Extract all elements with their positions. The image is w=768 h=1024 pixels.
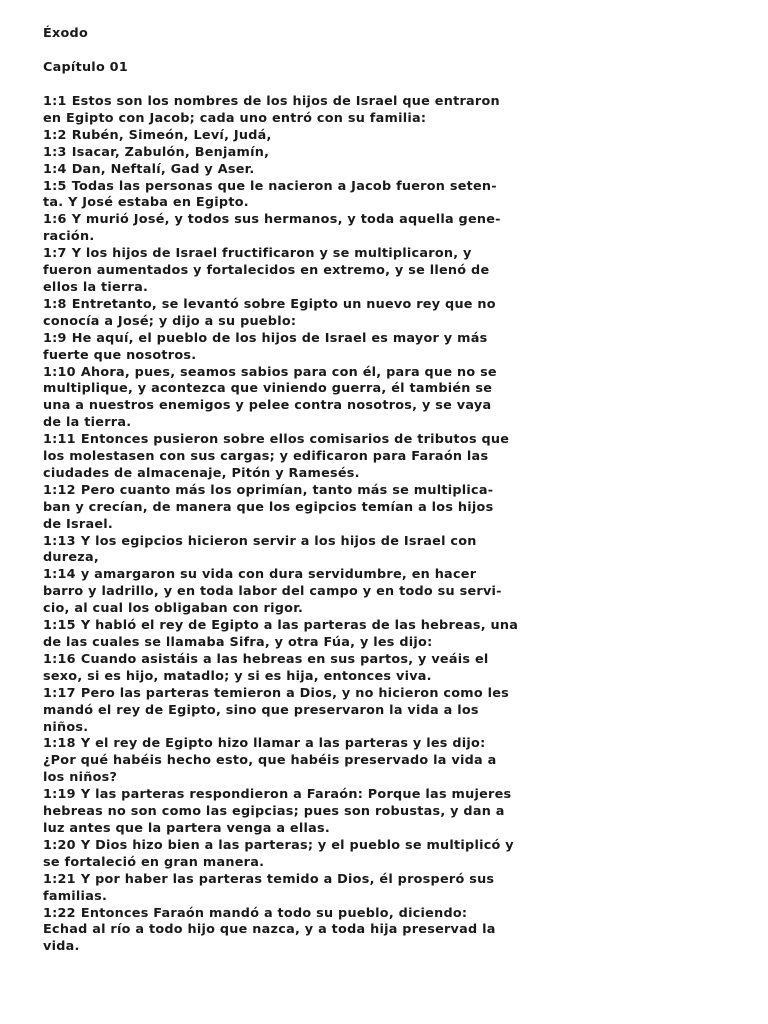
verse-text: Pero cuanto más los oprimían, tanto más se multiplica- <box>80 482 494 498</box>
verse-line <box>43 906 723 923</box>
verse-line <box>43 686 723 703</box>
verse-number: 1:3 <box>43 144 67 160</box>
verse-text: Y Dios hizo bien a las parteras; y el pueblo se multiplicó y <box>80 837 514 853</box>
verse-text: Y habló el rey de Egipto a las parteras de las hebreas, una <box>80 618 519 634</box>
verse-line <box>43 534 723 551</box>
verse-text: Isacar, Zabulón, Benjamín, <box>71 144 270 160</box>
verse-line-continuation <box>43 821 723 838</box>
verse-line-continuation <box>43 584 723 601</box>
verse-text: Y por haber las parteras temido a Dios, él prosperó sus <box>80 871 495 887</box>
verse-number: 1:6 <box>43 212 67 228</box>
verse-line-continuation <box>43 669 723 686</box>
verse-number: 1:11 <box>43 432 76 448</box>
verse-text: Pero las parteras temieron a Dios, y no hicieron como les <box>80 685 510 701</box>
verse-text: Dan, Neftalí, Gad y Aser. <box>71 161 255 177</box>
verse-text: Y los hijos de Israel fructificaron y se multiplicaron, y <box>71 246 472 262</box>
verse-line <box>43 246 723 263</box>
verse-line <box>43 94 723 111</box>
verse-line <box>43 787 723 804</box>
verse-text: Rubén, Simeón, Leví, Judá, <box>71 127 272 143</box>
verse-line-continuation <box>43 517 723 534</box>
verse-line-continuation <box>43 635 723 652</box>
verse-text: ellos la tierra. <box>43 279 149 295</box>
verse-line <box>43 212 723 229</box>
verse-number: 1:18 <box>43 736 76 752</box>
chapter-heading: Capítulo 01 <box>43 60 128 75</box>
verse-line <box>43 297 723 314</box>
verse-number: 1:2 <box>43 127 67 143</box>
verse-text: una a nuestros enemigos y pelee contra nosotros, y se vaya <box>43 398 492 414</box>
verse-number: 1:19 <box>43 787 76 803</box>
verse-text: en Egipto con Jacob; cada uno entró con su familia: <box>43 110 427 126</box>
verse-line-continuation <box>43 398 723 415</box>
verse-line <box>43 365 723 382</box>
verse-text: fueron aumentados y fortalecidos en extremo, y se llenó de <box>43 263 490 279</box>
verse-text: mandó el rey de Egipto, sino que preservaron la vida a los <box>43 702 479 718</box>
verse-number: 1:5 <box>43 178 67 194</box>
verse-text: He aquí, el pueblo de los hijos de Israel es mayor y más <box>71 330 488 346</box>
verse-number: 1:16 <box>43 651 76 667</box>
verse-line-continuation <box>43 263 723 280</box>
verse-list <box>43 94 723 956</box>
verse-text: y amargaron su vida con dura servidumbre, en hacer <box>80 567 477 583</box>
verse-line-continuation <box>43 601 723 618</box>
verse-line-continuation <box>43 500 723 517</box>
verse-line <box>43 618 723 635</box>
verse-text: los niños? <box>43 770 118 786</box>
verse-line <box>43 567 723 584</box>
verse-line <box>43 736 723 753</box>
verse-text: Y murió José, y todos sus hermanos, y toda aquella gene- <box>71 212 501 228</box>
verse-number: 1:12 <box>43 482 76 498</box>
verse-text: Y los egipcios hicieron servir a los hijos de Israel con <box>80 533 477 549</box>
verse-text: Y el rey de Egipto hizo llamar a las parteras y les dijo: <box>80 736 486 752</box>
verse-text: vida. <box>43 939 80 955</box>
verse-line-continuation <box>43 889 723 906</box>
verse-text: de Israel. <box>43 516 114 532</box>
verse-text: de las cuales se llamaba Sifra, y otra Fúa, y les dijo: <box>43 635 433 650</box>
verse-text: Echad al río a todo hijo que nazca, y a toda hija preservad la <box>43 922 496 938</box>
verse-text: luz antes que la partera venga a ellas. <box>43 820 330 836</box>
verse-text: se fortaleció en gran manera. <box>43 854 265 870</box>
verse-text: de la tierra. <box>43 415 132 431</box>
verse-text: Ahora, pues, seamos sabios para con él, para que no se <box>80 364 497 380</box>
verse-text: dureza, <box>43 550 99 566</box>
verse-number: 1:8 <box>43 296 67 312</box>
document-page <box>43 26 723 956</box>
verse-line-continuation <box>43 449 723 466</box>
verse-line-continuation <box>43 939 723 956</box>
verse-line <box>43 483 723 500</box>
verse-line-continuation <box>43 280 723 297</box>
verse-line <box>43 162 723 179</box>
verse-text: Cuando asistáis a las hebreas en sus partos, y veáis el <box>80 651 489 667</box>
verse-line <box>43 128 723 145</box>
verse-number: 1:4 <box>43 161 67 177</box>
verse-line <box>43 432 723 449</box>
verse-text: conocía a José; y dijo a su pueblo: <box>43 313 297 329</box>
verse-number: 1:21 <box>43 871 76 887</box>
verse-number: 1:20 <box>43 837 76 853</box>
verse-number: 1:14 <box>43 567 76 583</box>
verse-line-continuation <box>43 753 723 770</box>
verse-line-continuation <box>43 229 723 246</box>
verse-line <box>43 652 723 669</box>
verse-text: sexo, si es hijo, matadlo; y si es hija, entonces viva. <box>43 668 432 684</box>
verse-text: ta. Y José estaba en Egipto. <box>43 195 249 211</box>
verse-text: barro y ladrillo, y en toda labor del campo y en todo su servi- <box>43 584 502 600</box>
verse-number: 1:17 <box>43 685 76 701</box>
verse-line-continuation <box>43 770 723 787</box>
verse-line-continuation <box>43 381 723 398</box>
verse-text: los molestasen con sus cargas; y edificaron para Faraón las <box>43 449 489 465</box>
verse-text: Entretanto, se levantó sobre Egipto un nuevo rey que no <box>71 296 496 312</box>
verse-line-continuation <box>43 720 723 737</box>
verse-number: 1:1 <box>43 94 67 109</box>
verse-line <box>43 179 723 196</box>
verse-line-continuation <box>43 550 723 567</box>
verse-number: 1:9 <box>43 330 67 346</box>
verse-text: ban y crecían, de manera que los egipcios temían a los hijos <box>43 499 494 515</box>
verse-line <box>43 331 723 348</box>
verse-text: fuerte que nosotros. <box>43 347 197 363</box>
verse-number: 1:7 <box>43 246 67 262</box>
verse-line-continuation <box>43 415 723 432</box>
verse-text: Entonces pusieron sobre ellos comisarios de tributos que <box>80 432 510 448</box>
verse-line-continuation <box>43 348 723 365</box>
verse-line-continuation <box>43 855 723 872</box>
verse-line-continuation <box>43 703 723 720</box>
verse-number: 1:13 <box>43 533 76 549</box>
verse-line-continuation <box>43 466 723 483</box>
verse-text: Todas las personas que le nacieron a Jacob fueron seten- <box>71 178 497 194</box>
verse-line-continuation <box>43 804 723 821</box>
verse-number: 1:10 <box>43 364 76 380</box>
verse-text: Y las parteras respondieron a Faraón: Porque las mujeres <box>80 787 512 803</box>
verse-text: niños. <box>43 719 89 735</box>
verse-text: ración. <box>43 229 95 245</box>
verse-line <box>43 872 723 889</box>
verse-line-continuation <box>43 314 723 331</box>
verse-text: Estos son los nombres de los hijos de Israel que entraron <box>71 94 500 109</box>
verse-text: cio, al cual los obligaban con rigor. <box>43 601 304 617</box>
verse-line <box>43 838 723 855</box>
verse-line-continuation <box>43 111 723 128</box>
verse-text: familias. <box>43 888 108 904</box>
book-title: Éxodo <box>43 26 88 41</box>
verse-number: 1:15 <box>43 618 76 634</box>
verse-text: multiplique, y acontezca que viniendo guerra, él también se <box>43 381 493 397</box>
verse-line-continuation <box>43 922 723 939</box>
verse-text: hebreas no son como las egipcias; pues son robustas, y dan a <box>43 804 505 820</box>
verse-number: 1:22 <box>43 905 76 921</box>
verse-text: Entonces Faraón mandó a todo su pueblo, diciendo: <box>80 905 468 921</box>
verse-line-continuation <box>43 195 723 212</box>
verse-line <box>43 145 723 162</box>
verse-text: ¿Por qué habéis hecho esto, que habéis preservado la vida a <box>43 753 497 769</box>
verse-text: ciudades de almacenaje, Pitón y Ramesés. <box>43 465 360 481</box>
